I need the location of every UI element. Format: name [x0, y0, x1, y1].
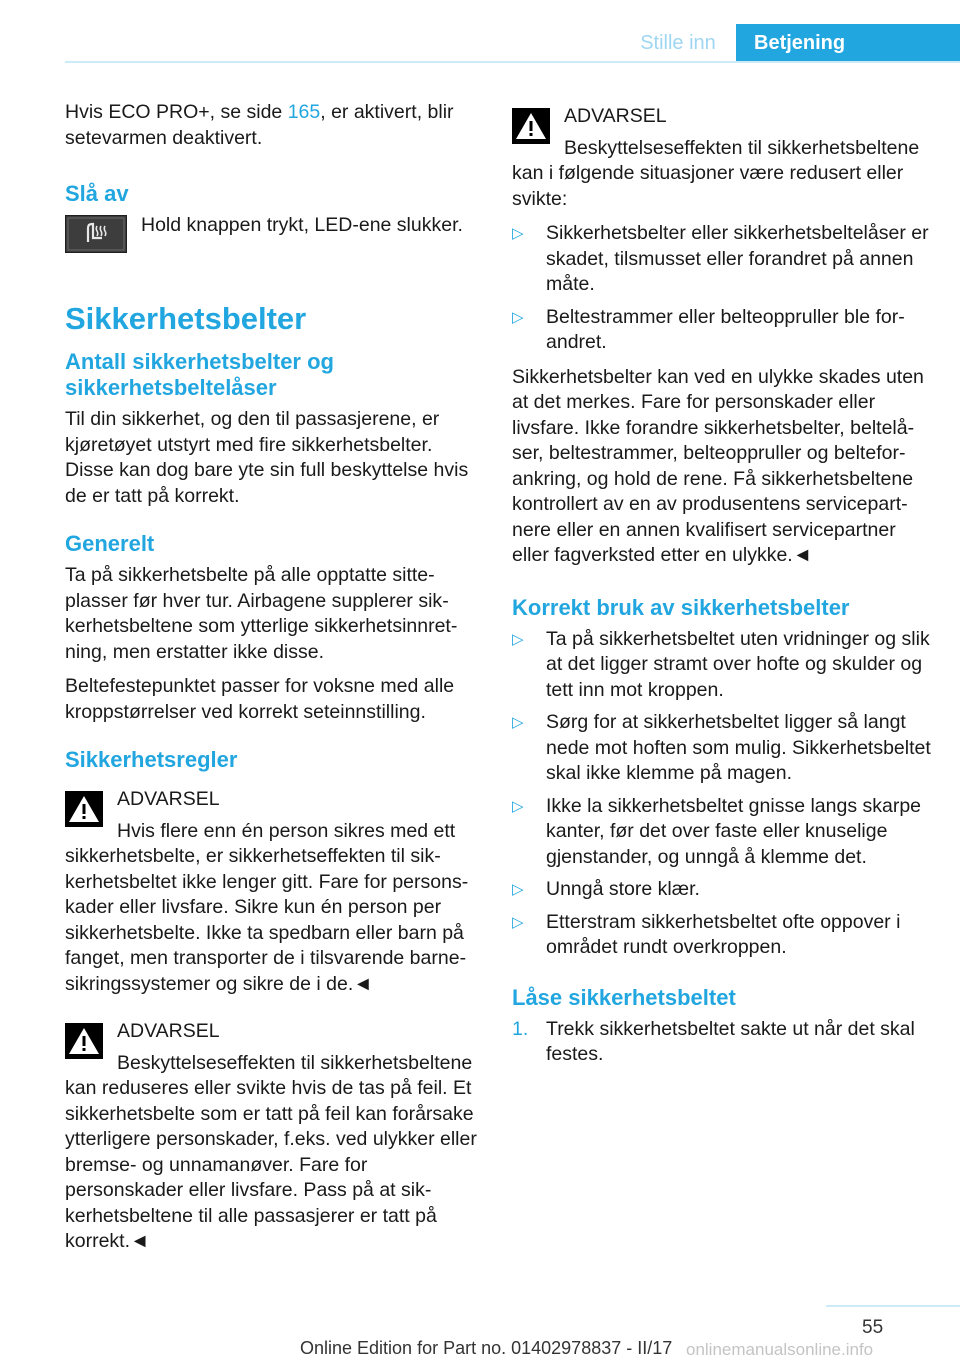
- warning-triangle-icon: [65, 791, 103, 827]
- warning-2-text: Beskyttelseseffekten til sikkerhetsbeltene kan reduseres eller svikte hvis de tas på feil. Et sikkerhetsbelte som er tatt på feil kan forårsake ytterligere personskader, f.eks. ved ulykker eller bremse- og unnamanøver. Fare for personskader eller livsfare. Pass på at sikkerhetsbeltene til alle passasjerer er tatt på korrekt.◄: [65, 1051, 477, 1252]
- watermark: [686, 1338, 956, 1365]
- heading-sikkerhetsbelter: Sikkerhetsbelter: [65, 301, 307, 336]
- heading-lase: Låse sikkerhetsbeltet: [512, 984, 736, 1010]
- warning-3-list: [512, 221, 932, 356]
- sla-av-text: Hold knappen trykt, LED-ene slukker.: [141, 214, 463, 236]
- list-item: [512, 877, 932, 903]
- right-column: [512, 104, 932, 1068]
- bullet-marker-icon: ▷: [512, 881, 524, 898]
- list-item-text: Ikke la sikkerhetsbeltet gnisse langs skarpe kanter, før det over faste eller knuselige gjenstander, og unngå å klemme det.: [546, 794, 922, 868]
- heading-generelt: Generelt: [65, 531, 155, 556]
- left-column: [65, 100, 480, 1255]
- list-item: [512, 305, 932, 356]
- warning-3: [512, 104, 932, 212]
- bullet-marker-icon: ▷: [512, 797, 524, 815]
- heading-korrekt-bruk: Korrekt bruk av sikkerhetsbelter: [512, 594, 850, 620]
- header-rule: [65, 61, 960, 63]
- list-item: [512, 221, 932, 298]
- intro-paragraph: [65, 100, 480, 151]
- bullet-marker-icon: ▷: [512, 308, 524, 326]
- warning-3-title: ADVARSEL: [564, 105, 667, 127]
- list-item: [512, 910, 932, 961]
- bullet-marker-icon: ▷: [512, 913, 524, 931]
- list-item-text: Sørg for at sikkerhetsbeltet ligger så langt nede mot hoften som mulig. Sikkerhetsbeltet skal ikke klemme på magen.: [546, 711, 931, 784]
- heading-sla-av: Slå av: [65, 181, 129, 206]
- sla-av-row: [65, 213, 480, 253]
- edition-text: Online Edition for Part no. 01402978837 - II/17: [300, 1338, 673, 1358]
- bullet-marker-icon: ▷: [512, 714, 524, 731]
- seat-heating-button-icon: [65, 215, 127, 253]
- page-header: [0, 0, 960, 62]
- antall-text: Til din sikkerhet, og den til passasjerene, er kjøretøyet utstyrt med fire sikkerhetsbelter. Disse kan dog bare yte sin full beskyttelse hvis de er tatt på korrekt.: [65, 408, 469, 507]
- footer-rule: [826, 1305, 960, 1307]
- page-link-165[interactable]: 165: [287, 101, 321, 123]
- step-text: Trekk sikkerhetsbeltet sakte ut når det skal festes.: [546, 1017, 915, 1065]
- svg-text:onlinemanualsonline.info: onlinemanualsonline.info: [686, 1340, 874, 1359]
- warning-2: [65, 1019, 480, 1255]
- warning-1-title: ADVARSEL: [117, 788, 220, 810]
- warning-3-intro: Beskyttelseseffekten til sikkerhetsbeltene kan i følgende situasjoner være redusert eller svikte:: [512, 136, 920, 210]
- generelt-p1: Ta på sikkerhetsbelte på alle opptatte sitteplasser før hver tur. Airbagene supplerer sikkerhetsbeltene som ytterlige sikkerhetsinnretning, men erstatter ikke disse.: [65, 564, 458, 663]
- warning-2-title: ADVARSEL: [117, 1020, 220, 1042]
- list-item: [512, 627, 932, 704]
- warning-triangle-icon: [512, 108, 550, 144]
- list-item-text: Ta på sikkerhetsbeltet uten vridninger og slik at det ligger stramt over hofte og skulder og tett inn mot kroppen.: [546, 627, 930, 701]
- heading-sikkerhetsregler: Sikkerhetsregler: [65, 747, 238, 772]
- korrekt-list: [512, 627, 932, 961]
- warning-1: [65, 787, 480, 997]
- list-item: [512, 794, 932, 871]
- list-item: [512, 710, 932, 787]
- list-item-text: Sikkerhetsbelter eller sikkerhetsbeltelåser er skadet, tilsmusset eller forandret på annen måte.: [546, 222, 929, 295]
- list-item-text: Unngå store klær.: [546, 878, 700, 900]
- intro-text-b: , er aktivert, blir setevarmen deaktivert.: [65, 101, 454, 149]
- bullet-marker-icon: ▷: [512, 630, 524, 648]
- page-number: 55: [862, 1317, 884, 1338]
- tab-stille-inn[interactable]: Stille inn: [640, 32, 716, 54]
- heading-antall: Antall sikkerhetsbelter og sikkerhetsbeltelåser: [65, 349, 334, 400]
- warning-triangle-icon: [65, 1023, 103, 1059]
- list-item-text: Beltestrammer eller belteoppruller ble forandret.: [546, 305, 905, 353]
- lase-steps: [512, 1017, 932, 1068]
- tab-betjening[interactable]: Betjening: [736, 24, 960, 62]
- warning-1-text: Hvis flere enn én person sikres med ett sikkerhetsbelte, er sikkerhetseffekten til sikkerhetsbeltet ikke lenger gitt. Fare for personskader eller livsfare. Sikre kun én person per sikkerhetsbelte. Ikke ta spedbarn eller barn på fanget, men transporter de i tilsvarende barnesikringssystemer og sikre de i de.◄: [65, 819, 469, 995]
- list-item-text: Etterstram sikkerhetsbeltet ofte oppover i området rundt overkroppen.: [546, 910, 901, 958]
- step-item: [512, 1017, 932, 1068]
- step-number: 1.: [512, 1017, 529, 1040]
- bullet-marker-icon: ▷: [512, 225, 524, 242]
- intro-text-a: Hvis ECO PRO+, se side: [65, 101, 288, 123]
- warning-3-text: Sikkerhetsbelter kan ved en ulykke skades uten at det merkes. Fare for personskader eller livsfare. Ikke forandre sikkerhetsbelter, beltelåser, beltestrammer, belteoppruller og belteforankring, og hold de rene. Få sikkerhetsbeltene kontrollert av en av produsentens servicepartnere eller en annen kvalifisert servicepartner eller fagverksted etter en ulykke.◄: [512, 365, 924, 566]
- generelt-p2: Beltefestepunktet passer for voksne med alle kroppstørrelser ved korrekt seteinnstilling.: [65, 675, 455, 723]
